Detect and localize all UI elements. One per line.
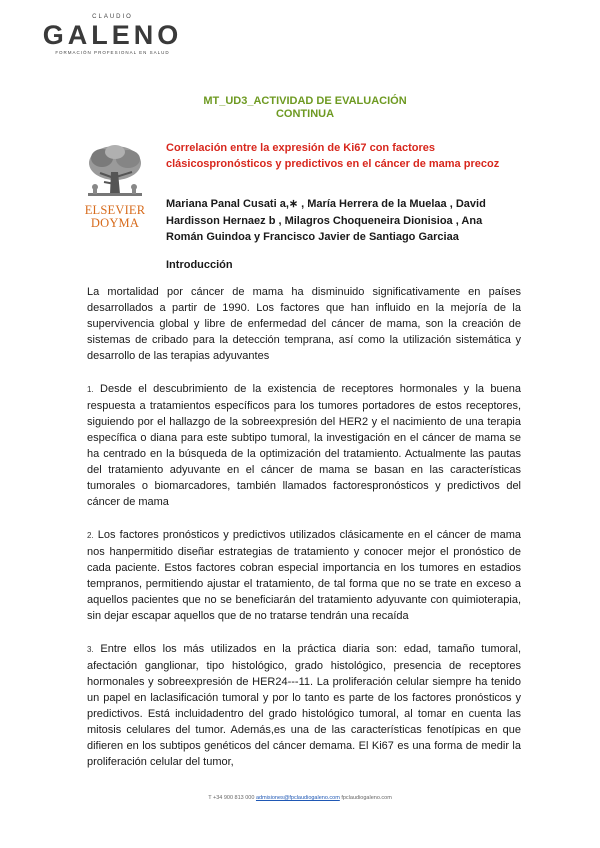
paragraph-number: 3. [87, 645, 94, 654]
logo-main-text: GALENO [42, 20, 183, 50]
activity-line1: MT_UD3_ACTIVIDAD DE EVALUACIÓN [203, 95, 407, 107]
paragraph [87, 641, 521, 770]
paragraph-number: 1. [87, 385, 94, 394]
galeno-logo [0, 14, 225, 55]
activity-heading [170, 95, 440, 121]
paragraph-text: Entre ellos los más utilizados en la práctica diaria son: edad, tamaño tumoral, afectación ganglionar, tipo histológico, grado histológico, presencia de receptores hormonales y sobreexpresión de HER24---11. La proliferación celular siempre ha tenido un papel en laclasificación tumoral y por lo tanto es parte de los factores pronósticos y predictivos. Está incluidadentro del grado histológico tumoral, al tomar en cuenta las mitosis celulares del tumor. Además,es una de las características fenotípicas en que difieren en los subtipos genéticos del cáncer demama. El Ki67 es una forma de medir la proliferación celular del tumor, [87, 643, 522, 768]
activity-line2: CONTINUA [275, 108, 335, 120]
elsevier-doyma-logo [80, 142, 150, 232]
elsevier-tree-icon [80, 142, 150, 202]
article-title: Correlación entre la expresión de Ki67 con factores clásicospronósticos y predictivos en el cáncer de mama precoz [166, 142, 500, 170]
paragraph-text: Los factores pronósticos y predictivos utilizados clásicamente en el cáncer de mama nos hanpermitido diseñar estrategias de tratamiento y conocer mejor el pronóstico de cada paciente. Estos factores cobran especial importancia en los tumores en estadios tempranos, permitiendo ajustar el tratamiento, de tal forma que no se trate en exceso a aquellos pacientes que no se beneficiarán del tratamiento adyuvante con quimioterapia, sin dejar escapar aquellos que de no tratarse tendrán una recaída [87, 529, 521, 622]
elsevier-name [80, 204, 150, 230]
elsevier-line2: DOYMA [90, 216, 140, 230]
paragraph: La mortalidad por cáncer de mama ha disminuido significativamente en países desarrollados a partir de 1990. Los factores que han influido en la mejoría de la supervivencia global y libre de enfermedad del cáncer de mama, son la creación de sistemas de cribado para la detección temprana, así como la utilización sistemática y desarrollo de las terapias adyuvantes [87, 286, 521, 362]
footer [0, 795, 600, 801]
body-text [87, 284, 521, 770]
elsevier-line1: ELSEVIER [84, 203, 146, 217]
intro-heading: Introducción [166, 259, 233, 271]
authors: Mariana Panal Cusati a,∗ , María Herrera de la Muelaa , David Hardisson Hernaez b , Milagros Choqueneira Dionisioa , Ana Román Guindoa y Francisco Javier de Santiago Garciaa [166, 198, 486, 243]
paragraph [87, 527, 521, 624]
logo-sub-text: FORMACIÓN PROFESIONAL EN SALUD [55, 50, 170, 55]
logo-top-text: CLAUDIO [92, 14, 133, 20]
paragraph-text: Desde el descubrimiento de la existencia de receptores hormonales y la buena respuesta a tratamientos específicos para los tumores portadores de estos receptores, siguiendo por el hallazgo de la sobreexpresión del HER2 y el nacimiento de una terapia específica o diana para este subtipo tumoral, la investigación en el cáncer de mama se ha centrado en la búsqueda de la optimización del tratamiento. Actualmente las pautas del tratamiento adyuvante en el cáncer de mama se basan en las características tumorales o biomarcadores, también llamados factorespronósticos y predictivos del cáncer de mama [87, 383, 521, 508]
footer-web: fpclaudiogaleno.com [341, 795, 392, 801]
footer-phone: T +34 900 813 000 [208, 795, 255, 801]
paragraph [87, 381, 521, 510]
footer-email-link[interactable]: admisiones@fpclaudiogaleno.com [255, 795, 340, 801]
paragraph-number: 2. [87, 531, 94, 540]
